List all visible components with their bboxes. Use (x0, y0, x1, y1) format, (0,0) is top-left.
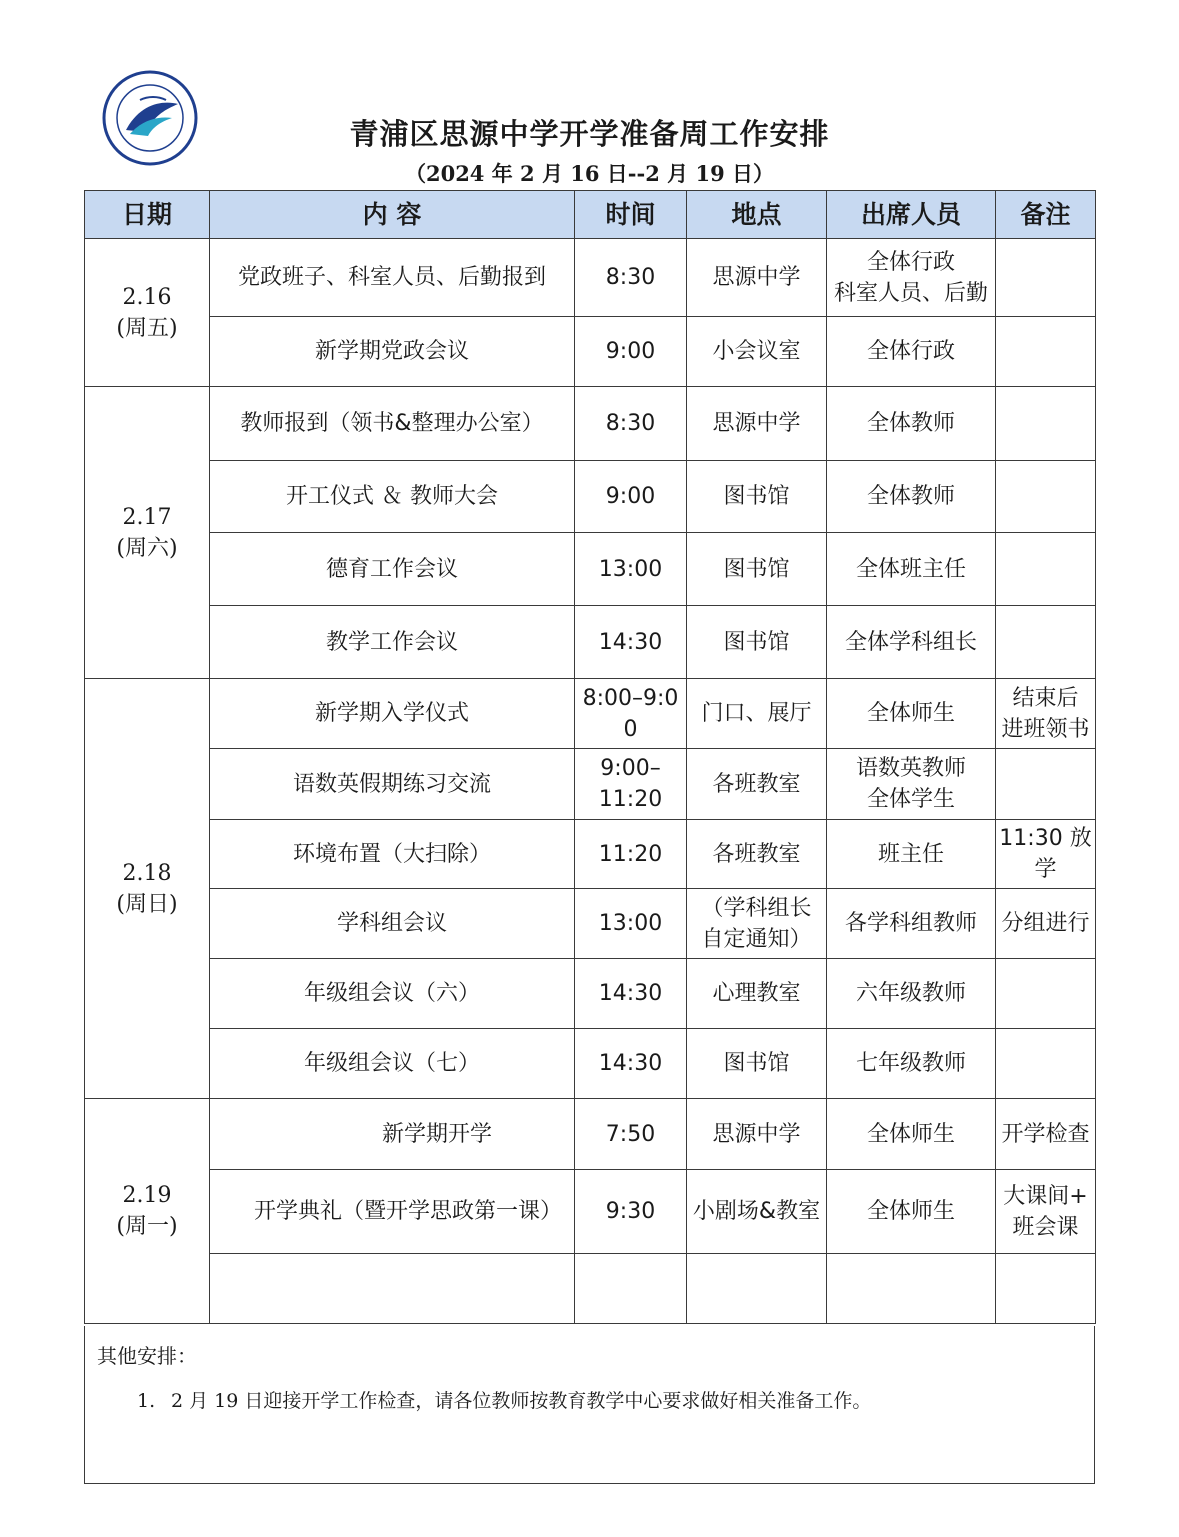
content-text: 新学期开学 (381, 1121, 492, 1147)
header-date: 日期 (85, 191, 210, 239)
time-cell (575, 239, 687, 317)
note-cell (996, 1099, 1096, 1170)
date-cell (85, 239, 210, 387)
place-text: 小剧场&教室 (692, 1199, 821, 1224)
attendees-cell (827, 679, 996, 749)
table-row (85, 820, 1096, 889)
date-value: 2.17 (122, 504, 172, 530)
table-row (85, 606, 1096, 679)
content-cell (210, 749, 575, 820)
date-value: 2.18 (122, 860, 172, 886)
content-cell (210, 1029, 575, 1099)
content-text: 德育工作会议 (325, 556, 458, 582)
note-text: 大课间+ 班会课 (1003, 1183, 1088, 1240)
table-row (85, 889, 1096, 959)
content-cell (210, 317, 575, 387)
content-cell (210, 387, 575, 461)
table-row (85, 1099, 1096, 1170)
date-cell (85, 1099, 210, 1324)
note-cell (996, 533, 1096, 606)
note-cell (996, 749, 1096, 820)
time-text: 8:00–9:0 0 (582, 685, 679, 742)
time-cell (575, 533, 687, 606)
place-text: 图书馆 (723, 556, 790, 582)
place-cell (687, 239, 827, 317)
time-text: 9:00 (605, 484, 656, 509)
time-cell (575, 461, 687, 533)
table-row (85, 1029, 1096, 1099)
attendees-text: 全体师生 (866, 1121, 955, 1147)
table-header-row (85, 191, 1096, 239)
time-text: 14:30 (598, 1051, 663, 1076)
table-row (85, 239, 1096, 317)
place-text: 小会议室 (712, 339, 801, 364)
time-text: 9:00– 11:20 (598, 756, 663, 812)
table-row (85, 387, 1096, 461)
place-cell (687, 1170, 827, 1254)
time-cell (575, 1254, 687, 1324)
attendees-text: 全体行政 科室人员、后勤 (833, 249, 988, 306)
content-cell (210, 1254, 575, 1324)
content-cell (210, 1099, 575, 1170)
attendees-cell (827, 1099, 996, 1170)
other-item-text: 2 月 19 日迎接开学工作检查，请各位教师按教育教学中心要求做好相关准备工作。 (171, 1390, 872, 1412)
date-cell (85, 679, 210, 1099)
time-cell (575, 679, 687, 749)
place-cell (687, 959, 827, 1029)
place-text: 思源中学 (712, 411, 801, 436)
time-cell (575, 959, 687, 1029)
attendees-cell (827, 889, 996, 959)
time-cell (575, 606, 687, 679)
table-row (85, 461, 1096, 533)
content-cell (210, 820, 575, 889)
content-cell (210, 959, 575, 1029)
attendees-text: 全体学科组长 (844, 629, 977, 655)
time-cell (575, 1170, 687, 1254)
place-cell (687, 1099, 827, 1170)
place-cell (687, 1029, 827, 1099)
attendees-text: 各学科组教师 (844, 911, 977, 936)
time-cell (575, 749, 687, 820)
attendees-cell (827, 1170, 996, 1254)
place-text: 各班教室 (712, 841, 801, 867)
weekday-value: (周五) (116, 315, 178, 341)
attendees-text: 语数英教师 全体学生 (855, 756, 966, 812)
content-cell (210, 533, 575, 606)
weekday-value: (周日) (116, 891, 178, 917)
time-cell (575, 317, 687, 387)
time-cell (575, 387, 687, 461)
time-text: 14:30 (598, 629, 663, 655)
place-cell (687, 889, 827, 959)
attendees-text: 七年级教师 (855, 1051, 966, 1076)
content-text: 语数英假期练习交流 (292, 771, 491, 797)
attendees-cell (827, 820, 996, 889)
place-cell (687, 820, 827, 889)
attendees-text: 班主任 (877, 841, 944, 867)
time-cell (575, 1029, 687, 1099)
attendees-text: 全体师生 (866, 1199, 955, 1224)
time-text: 9:00 (605, 339, 656, 364)
place-text: 图书馆 (723, 629, 790, 655)
content-cell (210, 679, 575, 749)
content-text: 教学工作会议 (325, 629, 458, 655)
schedule-table (84, 190, 1096, 1324)
attendees-cell (827, 1254, 996, 1324)
place-text: 思源中学 (712, 265, 801, 290)
time-cell (575, 820, 687, 889)
table-row (85, 679, 1096, 749)
note-text: 分组进行 (1001, 911, 1090, 936)
place-text: 图书馆 (723, 1051, 790, 1076)
place-cell (687, 1254, 827, 1324)
note-cell (996, 317, 1096, 387)
date-value: 2.16 (122, 284, 172, 310)
note-cell (996, 606, 1096, 679)
time-cell (575, 889, 687, 959)
content-text: 年级组会议（六） (303, 981, 480, 1006)
weekday-value: (周六) (116, 535, 178, 561)
table-row (85, 749, 1096, 820)
place-text: 门口、展厅 (701, 701, 812, 726)
other-item (137, 1386, 871, 1413)
attendees-cell (827, 387, 996, 461)
date-cell (85, 387, 210, 679)
attendees-text: 六年级教师 (855, 981, 966, 1006)
attendees-text: 全体班主任 (855, 556, 966, 582)
time-text: 9:30 (605, 1199, 656, 1224)
note-cell (996, 1254, 1096, 1324)
note-text: 11:30 放学 (999, 826, 1092, 882)
attendees-text: 全体教师 (866, 411, 955, 436)
time-text: 8:30 (605, 265, 656, 290)
attendees-cell (827, 1029, 996, 1099)
place-text: 图书馆 (723, 484, 790, 509)
attendees-text: 全体师生 (866, 701, 955, 726)
content-text: 党政班子、科室人员、后勤报到 (237, 265, 546, 290)
attendees-cell (827, 317, 996, 387)
place-cell (687, 533, 827, 606)
note-text: 结束后 进班领书 (1001, 685, 1090, 742)
content-text: 新学期党政会议 (314, 339, 469, 364)
attendees-cell (827, 461, 996, 533)
note-cell (996, 959, 1096, 1029)
time-cell (575, 1099, 687, 1170)
place-text: 心理教室 (712, 981, 801, 1006)
place-text: （学科组长 自定通知） (701, 895, 812, 952)
place-cell (687, 461, 827, 533)
note-cell (996, 387, 1096, 461)
note-cell (996, 239, 1096, 317)
attendees-cell (827, 959, 996, 1029)
other-item-number: 1. (137, 1390, 156, 1412)
date-range-subtitle: （2024 年 2 月 16 日--2 月 19 日） (404, 161, 775, 186)
content-text: 环境布置（大扫除） (292, 841, 491, 867)
place-cell (687, 749, 827, 820)
place-cell (687, 317, 827, 387)
header-attendees: 出席人员 (827, 191, 996, 239)
note-cell (996, 1170, 1096, 1254)
content-text: 教师报到（领书&整理办公室） (240, 411, 544, 436)
header-place: 地点 (687, 191, 827, 239)
schedule-body (85, 239, 1096, 1324)
content-cell (210, 889, 575, 959)
time-text: 11:20 (598, 841, 663, 867)
header-note: 备注 (996, 191, 1096, 239)
note-cell (996, 679, 1096, 749)
content-text: 开工仪式 ＆ 教师大会 (286, 484, 498, 509)
time-text: 13:00 (598, 556, 663, 582)
place-text: 各班教室 (712, 771, 801, 797)
table-row (85, 959, 1096, 1029)
content-text: 学科组会议 (336, 911, 447, 936)
content-cell (210, 606, 575, 679)
place-cell (687, 606, 827, 679)
table-row (85, 1254, 1096, 1324)
time-text: 8:30 (605, 411, 656, 436)
content-cell (210, 239, 575, 317)
attendees-cell (827, 533, 996, 606)
time-text: 14:30 (598, 981, 663, 1006)
other-label: 其他安排： (97, 1344, 197, 1368)
table-row (85, 533, 1096, 606)
note-cell (996, 889, 1096, 959)
content-text: 开学典礼（暨开学思政第一课） (253, 1199, 562, 1224)
note-cell (996, 1029, 1096, 1099)
weekday-value: (周一) (116, 1214, 178, 1239)
time-text: 13:00 (598, 911, 663, 936)
content-text: 年级组会议（七） (303, 1051, 480, 1076)
attendees-cell (827, 606, 996, 679)
place-text: 思源中学 (712, 1121, 801, 1147)
content-text: 新学期入学仪式 (314, 701, 469, 726)
place-cell (687, 387, 827, 461)
note-cell (996, 461, 1096, 533)
page-title: 青浦区思源中学开学准备周工作安排 (349, 117, 830, 151)
note-cell (996, 820, 1096, 889)
table-row (85, 317, 1096, 387)
content-cell (210, 1170, 575, 1254)
table-row (85, 1170, 1096, 1254)
place-cell (687, 679, 827, 749)
header-time: 时间 (575, 191, 687, 239)
attendees-cell (827, 749, 996, 820)
other-arrangements (84, 1326, 1095, 1484)
attendees-cell (827, 239, 996, 317)
date-value: 2.19 (122, 1183, 172, 1208)
time-text: 7:50 (605, 1121, 656, 1147)
content-cell (210, 461, 575, 533)
attendees-text: 全体行政 (866, 339, 955, 364)
note-text: 开学检查 (1001, 1121, 1090, 1147)
attendees-text: 全体教师 (866, 484, 955, 509)
header-content: 内 容 (210, 191, 575, 239)
